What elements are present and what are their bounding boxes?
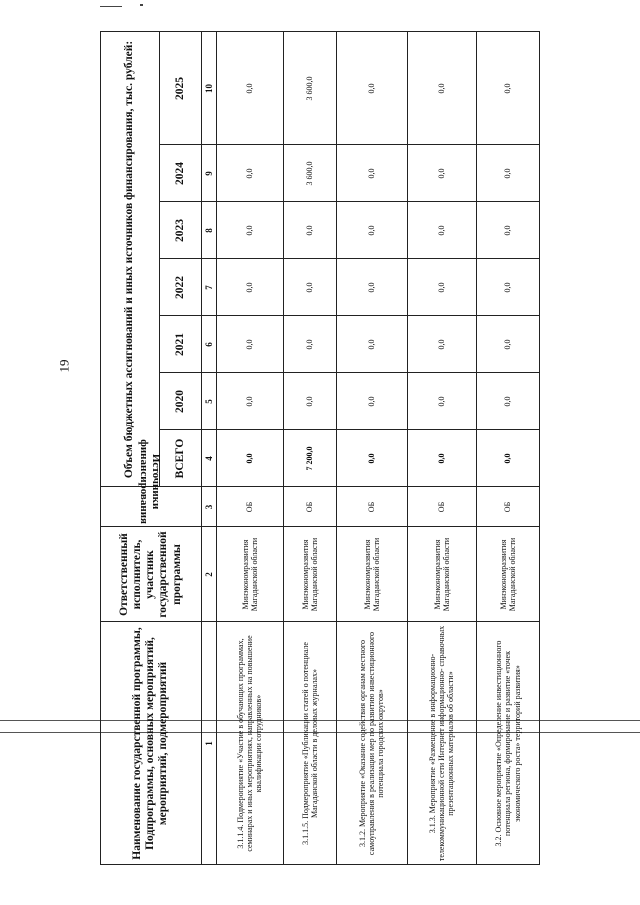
row-value: 0,0: [216, 32, 283, 145]
header-year: 2023: [159, 202, 201, 259]
scan-mark: [140, 4, 143, 6]
row-value: 0,0: [407, 316, 476, 373]
row-value: 0,0: [407, 202, 476, 259]
index-cell: 10: [201, 32, 216, 145]
row-value: 0,0: [336, 202, 407, 259]
header-year: 2025: [159, 32, 201, 145]
row-name: 3.1.1.4. Подмероприятие «Участие в обучающих программах, семинарах и иных мероприятиях, направленных на повышение квалификации сотрудников»: [216, 622, 283, 865]
row-executor: Минэкономразвития Магаданской области: [336, 527, 407, 622]
header-year: 2022: [159, 259, 201, 316]
header-year: 2020: [159, 373, 201, 430]
row-executor: Минэкономразвития Магаданской области: [476, 527, 539, 622]
index-cell: 8: [201, 202, 216, 259]
row-source: ОБ: [476, 487, 539, 527]
header-year: 2024: [159, 145, 201, 202]
row-value: 0,0: [476, 202, 539, 259]
row-value: 0,0: [216, 145, 283, 202]
row-value: 0,0: [283, 259, 336, 316]
row-value: 0,0: [476, 32, 539, 145]
row-value: 0,0: [283, 202, 336, 259]
row-name: 3.2. Основное мероприятие «Определение инвестиционного потенциала региона, формирование и развитие «точек экономического роста» территорий развития»: [476, 622, 539, 865]
left-margin-cell: [407, 865, 476, 887]
scan-mark: [100, 6, 122, 7]
header-year: 2021: [159, 316, 201, 373]
row-value: 0,0: [283, 316, 336, 373]
header-funding-group: Объем бюджетных ассигнований и иных источников финансирования, тыс. рублей:: [101, 32, 160, 487]
row-value: 0,0: [336, 373, 407, 430]
row-value: 0,0: [476, 145, 539, 202]
header-name: Наименование государственной программы, Подпрограммы, основных мероприятий, мероприятий, подмероприятий: [101, 622, 202, 865]
row-value: 0,0: [336, 316, 407, 373]
index-cell: 5: [201, 373, 216, 430]
row-total: 0,0: [216, 430, 283, 487]
row-value: 0,0: [216, 259, 283, 316]
index-cell: 2: [201, 527, 216, 622]
row-value: 0,0: [407, 32, 476, 145]
row-value: 0,0: [216, 373, 283, 430]
index-cell: 4: [201, 430, 216, 487]
row-total: 0,0: [476, 430, 539, 487]
index-cell: 3: [201, 487, 216, 527]
index-cell: 1: [201, 622, 216, 865]
row-value: 0,0: [216, 202, 283, 259]
row-executor: Минэкономразвития Магаданской области: [407, 527, 476, 622]
row-value: 0,0: [283, 373, 336, 430]
row-value: 0,0: [336, 32, 407, 145]
row-total: 7 200,0: [283, 430, 336, 487]
row-total: 0,0: [407, 430, 476, 487]
index-cell: 9: [201, 145, 216, 202]
row-value: 0,0: [476, 259, 539, 316]
row-source: ОБ: [407, 487, 476, 527]
table-row: [407, 32, 476, 887]
table-row: [336, 32, 407, 887]
table-row: [476, 32, 539, 887]
table-row: [283, 32, 336, 887]
row-total: 0,0: [336, 430, 407, 487]
index-cell: 6: [201, 316, 216, 373]
row-value: 0,0: [216, 316, 283, 373]
page-number: 19: [56, 359, 72, 373]
index-row: [201, 32, 216, 887]
row-value: 3 600,0: [283, 32, 336, 145]
row-value: 3 600,0: [283, 145, 336, 202]
index-cell: 7: [201, 259, 216, 316]
row-value: 0,0: [407, 145, 476, 202]
row-source: ОБ: [216, 487, 283, 527]
row-value: 0,0: [336, 259, 407, 316]
row-name: 3.1.2. Мероприятие «Оказание содействия органам местного самоуправления в реализации мер по развитию инвестиционного потенциала городских округов»: [336, 622, 407, 865]
row-executor: Минэкономразвития Магаданской области: [283, 527, 336, 622]
header-executor: Ответственный исполнитель, участник государственной программы: [101, 527, 202, 622]
table-row: [216, 32, 283, 887]
header-total: ВСЕГО: [159, 430, 201, 487]
left-margin-cell: [101, 865, 408, 887]
funding-table: [100, 31, 540, 887]
row-executor: Минэкономразвития Магаданской области: [216, 527, 283, 622]
row-value: 0,0: [407, 373, 476, 430]
row-source: ОБ: [283, 487, 336, 527]
row-value: 0,0: [336, 145, 407, 202]
row-source: ОБ: [336, 487, 407, 527]
row-name: 3.1.3. Мероприятие «Размещение в информационно-телекоммуникационной сети Интернет информационно- справочных презентационных материалов об области»: [407, 622, 476, 865]
row-value: 0,0: [476, 316, 539, 373]
row-name: 3.1.1.5. Подмероприятие «Публикации статей о потенциале Магаданской области в деловых журналах»: [283, 622, 336, 865]
row-value: 0,0: [407, 259, 476, 316]
rotated-table-wrapper: [100, 32, 540, 887]
left-margin-cell: [476, 865, 539, 887]
row-value: 0,0: [476, 373, 539, 430]
header-source-text: Источники финансирования: [137, 439, 162, 525]
